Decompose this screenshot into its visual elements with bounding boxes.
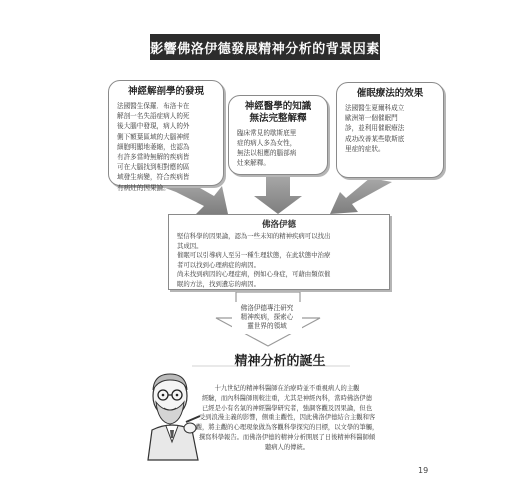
card-line: 診，並利用催眠療法: [345, 124, 405, 133]
focus-line: 精神疾病，探索心: [240, 313, 294, 322]
card-line: 成功改善某些歇斯底: [345, 134, 405, 143]
arrow-middle: [254, 175, 302, 214]
freud-title: 佛洛伊德: [261, 220, 296, 230]
card-line: 歐洲第一個催眠門: [345, 114, 398, 123]
card-neuroanatomy: [108, 80, 224, 192]
card-body: [237, 128, 319, 169]
card-title: 神經解剖學的發現: [127, 86, 204, 97]
arrow-right: [330, 178, 392, 214]
card-line: 症的病人多為女性，: [237, 138, 297, 147]
card-line: 有許多當時無解的疾病皆: [117, 152, 190, 161]
body-line: 觀，將主觀的心理現象做為客觀科學探究的目標，以文學的筆觸，: [195, 424, 379, 431]
freud-line: 者可以找到心理病症的病因。: [177, 260, 261, 269]
body-line: 經驗，而內科醫師則較注重，尤其是神經內科，當時佛洛伊德: [201, 394, 372, 402]
card-line: 灶來解釋。: [237, 159, 270, 168]
card-title: 催眠療法的效果: [356, 88, 424, 99]
card-line: 臨床常見的歇斯底里: [237, 128, 297, 137]
body-line: 聽病人的傳統。: [264, 443, 310, 451]
card-title-line: 神經醫學的知識: [244, 101, 312, 112]
card-line: 解剖一名失語症病人的死: [117, 112, 190, 121]
body-line: 受到浪漫主義的影響，側重主觀性，因此佛洛伊德結合主觀和客: [198, 414, 376, 422]
banner-title: 影響佛洛伊德發展精神分析的背景因素: [150, 41, 380, 57]
card-line: 側下額葉區域的大腦神經: [117, 132, 190, 141]
card-body: [117, 101, 215, 193]
focus-box: [232, 302, 302, 334]
card-line: 細胞明顯地萎縮，也認為: [117, 142, 190, 151]
freud-line: 堅信科學的因果論，認為一些未知的精神疾病可以找出: [177, 232, 331, 240]
card-line: 有病灶的因果論。: [117, 183, 170, 192]
page-number: 19: [418, 466, 429, 475]
body-line: 十九世紀的精神科醫師在治療時並不重視病人的主觀: [214, 385, 360, 392]
card-line: 後大腦中發現，病人的外: [117, 122, 190, 131]
card-hypnosis: [336, 82, 444, 178]
card-title-line: 無法完整解釋: [249, 112, 307, 124]
focus-line: 靈世界的領域: [247, 322, 287, 331]
card-line: 法國醫生保羅．布洛卡在: [117, 101, 190, 110]
card-line: 里症的症狀。: [345, 144, 385, 153]
card-line: 無法以相應的腦部病: [237, 149, 297, 158]
freud-line: 尚未找到病因的心理症病，例如心身症，可藉由類似催: [177, 270, 331, 279]
focus-line: 佛洛伊德專注研究: [240, 304, 294, 312]
freud-line: 眠的方法，找到遺忘的病因。: [177, 280, 261, 289]
freud-line: 催眠可以引導病人至另一種生理狀態，在此狀態中治療: [177, 251, 331, 260]
body-line: 已經是小有名氣的神經醫學研究者，強調客觀及因果論，但也: [201, 404, 372, 412]
freud-body: [177, 232, 381, 290]
card-title: [237, 101, 319, 125]
card-line: 可在大腦找到相對應的區: [117, 163, 190, 172]
section-title: 精神分析的誕生: [234, 354, 326, 369]
card-neuromedicine: [228, 95, 328, 175]
card-line: 域發生病變，符合疾病皆: [117, 173, 190, 182]
body-line: 撰寫科學報告。而佛洛伊德的精神分析開展了日後精神科醫師傾: [198, 433, 376, 441]
freud-box: [168, 214, 390, 290]
focus-text: [235, 304, 299, 332]
freud-line: 其成因。: [177, 241, 203, 250]
card-line: 法國醫生夏爾科成立: [345, 103, 405, 112]
birth-of-psychoanalysis-text: [182, 384, 392, 452]
card-body: [345, 103, 435, 154]
